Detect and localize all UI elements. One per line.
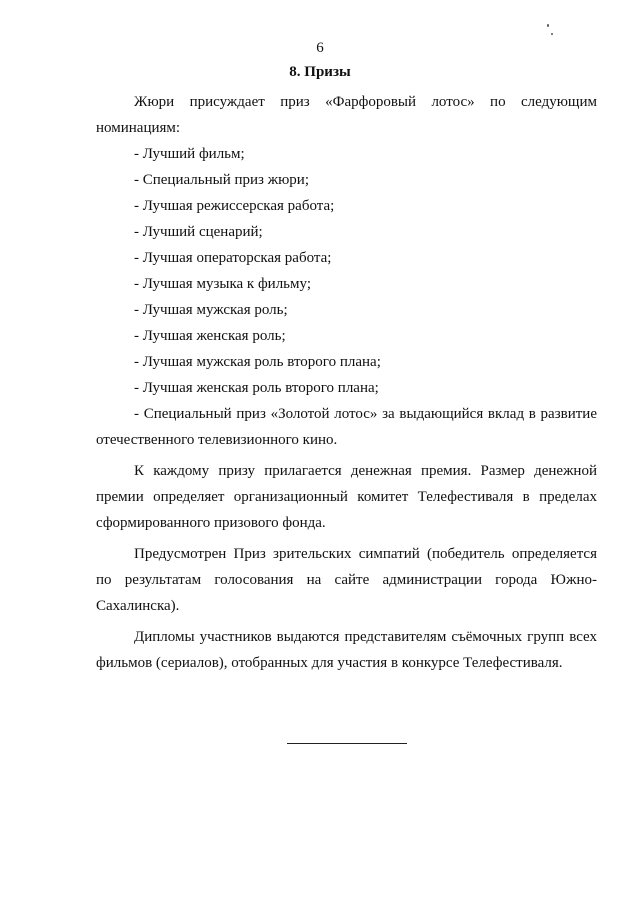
document-body	[96, 89, 597, 676]
nomination-item: - Специальный приз жюри;	[134, 172, 309, 188]
intro-paragraph: Жюри присуждает приз «Фарфоровый лотос» по следующим номинациям:	[96, 94, 597, 136]
nomination-item: - Лучшая мужская роль;	[134, 302, 288, 318]
page-number: 6	[316, 40, 324, 56]
end-separator-line	[287, 743, 407, 744]
diplomas-paragraph: Дипломы участников выдаются представителям съёмочных групп всех фильмов (сериалов), отобранных для участия в конкурсе Телефестиваля.	[96, 629, 597, 671]
scan-speck	[551, 33, 553, 35]
section-title: 8. Призы	[289, 64, 351, 80]
nomination-item: - Лучшая женская роль;	[134, 328, 286, 344]
nomination-item: - Лучший фильм;	[134, 146, 245, 162]
nomination-item: - Лучший сценарий;	[134, 224, 263, 240]
audience-prize-paragraph: Предусмотрен Приз зрительских симпатий (победитель определяется по результатам голосования на сайте администрации города Южно-Сахалинска).	[96, 546, 597, 614]
nomination-item: - Лучшая музыка к фильму;	[134, 276, 311, 292]
nomination-item: - Лучшая мужская роль второго плана;	[134, 354, 381, 370]
nomination-item: - Лучшая операторская работа;	[134, 250, 332, 266]
scan-speck	[547, 24, 549, 27]
money-prize-paragraph: К каждому призу прилагается денежная премия. Размер денежной премии определяет организационный комитет Телефестиваля в пределах сформированного призового фонда.	[96, 463, 597, 531]
nomination-item: - Лучшая женская роль второго плана;	[134, 380, 379, 396]
nomination-item: - Лучшая режиссерская работа;	[134, 198, 335, 214]
nomination-item: - Специальный приз «Золотой лотос» за выдающийся вклад в развитие отечественного телевизионного кино.	[96, 406, 597, 448]
